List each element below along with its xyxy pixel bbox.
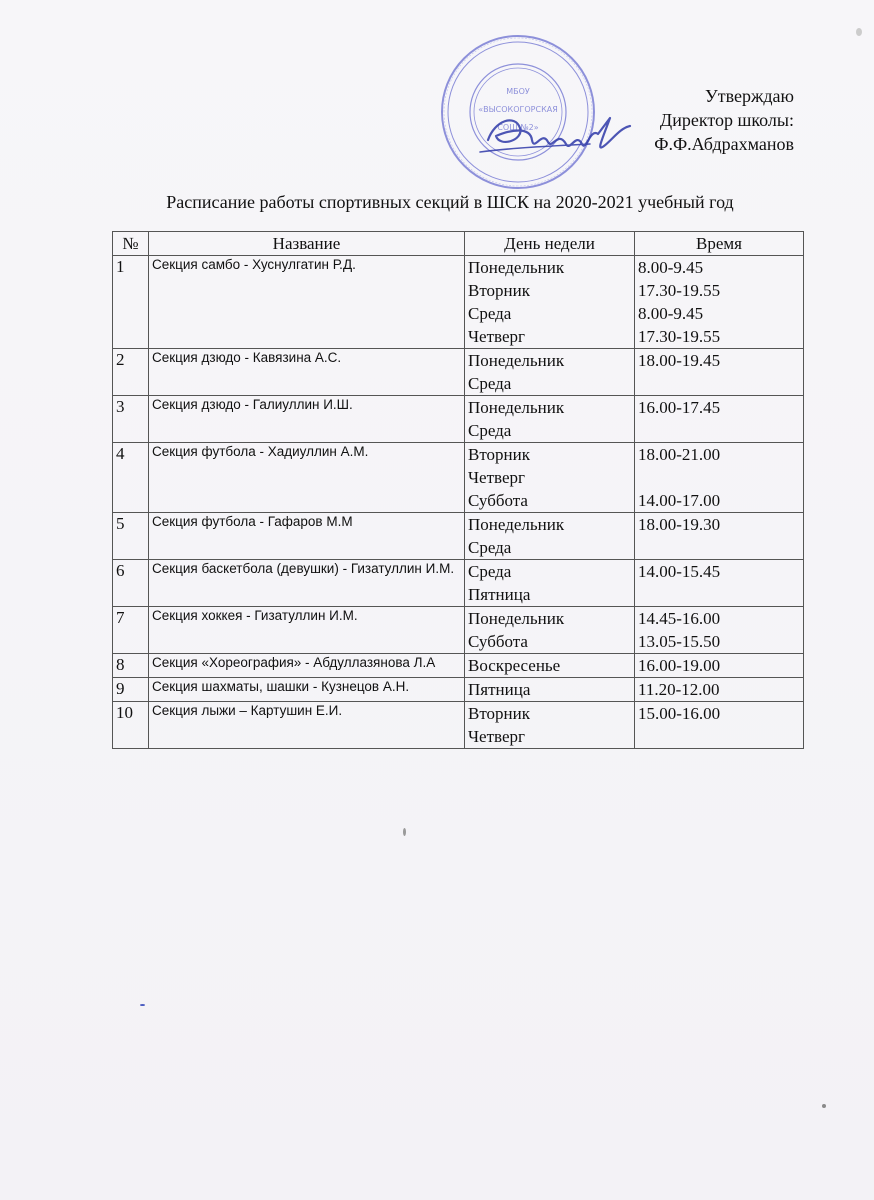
time-range	[638, 536, 800, 559]
section-times	[635, 349, 804, 396]
section-days	[465, 607, 635, 654]
time-range	[638, 583, 800, 606]
time-range: 18.00-21.00	[638, 445, 721, 464]
section-days	[465, 349, 635, 396]
table-row	[113, 396, 804, 443]
stamp-text-mid: «ВЫСОКОГОРСКАЯ	[478, 105, 558, 114]
time-range: 14.45-16.00	[638, 609, 721, 628]
header-days: День недели	[465, 232, 635, 256]
day-of-week: Четверг	[468, 327, 525, 346]
row-number: 5	[113, 513, 149, 560]
table-body	[113, 256, 804, 749]
section-times	[635, 607, 804, 654]
time-range: 18.00-19.30	[638, 515, 721, 534]
time-range: 15.00-16.00	[638, 704, 721, 723]
row-number: 10	[113, 702, 149, 749]
header-num: №	[113, 232, 149, 256]
day-of-week: Понедельник	[468, 609, 565, 628]
time-range: 14.00-17.00	[638, 491, 721, 510]
section-times	[635, 654, 804, 678]
time-range: 8.00-9.45	[638, 258, 704, 277]
day-of-week: Пятница	[468, 680, 531, 699]
day-of-week: Понедельник	[468, 351, 565, 370]
section-times	[635, 678, 804, 702]
section-name: Секция футбола - Хадиуллин А.М.	[149, 443, 465, 513]
time-range: 16.00-19.00	[638, 656, 721, 675]
section-name: Секция лыжи – Картушин Е.И.	[149, 702, 465, 749]
day-of-week: Вторник	[468, 704, 530, 723]
row-number: 1	[113, 256, 149, 349]
stamp-text-top: МБОУ	[506, 87, 530, 96]
section-days	[465, 654, 635, 678]
day-of-week: Среда	[468, 538, 512, 557]
approval-block	[654, 84, 794, 156]
schedule-table	[112, 231, 804, 749]
row-number: 8	[113, 654, 149, 678]
day-of-week: Вторник	[468, 445, 530, 464]
day-of-week: Четверг	[468, 727, 525, 746]
section-days	[465, 702, 635, 749]
day-of-week: Воскресенье	[468, 656, 561, 675]
approval-line-2: Директор школы:	[659, 110, 794, 130]
table-row	[113, 513, 804, 560]
section-name: Секция самбо - Хуснулгатин Р.Д.	[149, 256, 465, 349]
row-number: 9	[113, 678, 149, 702]
section-name: Секция дзюдо - Кавязина А.С.	[149, 349, 465, 396]
approval-line-1: Утверждаю	[704, 86, 794, 106]
paper-speck	[403, 828, 406, 836]
section-days	[465, 560, 635, 607]
section-days	[465, 256, 635, 349]
section-name: Секция дзюдо - Галиуллин И.Ш.	[149, 396, 465, 443]
day-of-week: Среда	[468, 304, 512, 323]
row-number: 6	[113, 560, 149, 607]
table-row	[113, 256, 804, 349]
time-range	[638, 466, 800, 489]
time-range: 13.05-15.50	[638, 632, 721, 651]
section-name: Секция хоккея - Гизатуллин И.М.	[149, 607, 465, 654]
table-row	[113, 607, 804, 654]
day-of-week: Среда	[468, 562, 512, 581]
table-row	[113, 560, 804, 607]
table-row	[113, 349, 804, 396]
paper-speck	[856, 28, 862, 36]
day-of-week: Среда	[468, 421, 512, 440]
director-signature	[470, 100, 650, 170]
row-number: 3	[113, 396, 149, 443]
time-range: 18.00-19.45	[638, 351, 721, 370]
time-range	[638, 725, 800, 748]
paper-speck	[822, 1104, 826, 1108]
section-times	[635, 396, 804, 443]
day-of-week: Среда	[468, 374, 512, 393]
day-of-week: Суббота	[468, 632, 528, 651]
day-of-week: Вторник	[468, 281, 530, 300]
time-range: 16.00-17.45	[638, 398, 721, 417]
section-days	[465, 443, 635, 513]
table-row	[113, 702, 804, 749]
table-row	[113, 443, 804, 513]
time-range: 11.20-12.00	[638, 680, 720, 699]
day-of-week: Четверг	[468, 468, 525, 487]
section-name: Секция «Хореография» - Абдуллазянова Л.А	[149, 654, 465, 678]
header-time: Время	[635, 232, 804, 256]
day-of-week: Суббота	[468, 491, 528, 510]
row-number: 2	[113, 349, 149, 396]
section-days	[465, 396, 635, 443]
day-of-week: Понедельник	[468, 398, 565, 417]
row-number: 4	[113, 443, 149, 513]
row-number: 7	[113, 607, 149, 654]
day-of-week: Понедельник	[468, 515, 565, 534]
section-times	[635, 513, 804, 560]
section-days	[465, 678, 635, 702]
section-name: Секция шахматы, шашки - Кузнецов А.Н.	[149, 678, 465, 702]
table-header-row	[113, 232, 804, 256]
table-row	[113, 654, 804, 678]
time-range: 14.00-15.45	[638, 562, 721, 581]
time-range: 17.30-19.55	[638, 281, 721, 300]
time-range: 8.00-9.45	[638, 304, 704, 323]
section-times	[635, 443, 804, 513]
section-days	[465, 513, 635, 560]
time-range: 17.30-19.55	[638, 327, 721, 346]
document-title: Расписание работы спортивных секций в ШСК на 2020-2021 учебный год	[166, 192, 734, 212]
day-of-week: Понедельник	[468, 258, 565, 277]
time-range	[638, 419, 800, 442]
section-times	[635, 702, 804, 749]
time-range	[638, 372, 800, 395]
table-row	[113, 678, 804, 702]
section-times	[635, 560, 804, 607]
stamp-text-bot: СОШ №2»	[497, 123, 539, 132]
section-times	[635, 256, 804, 349]
header-name: Название	[149, 232, 465, 256]
day-of-week: Пятница	[468, 585, 531, 604]
approval-line-3: Ф.Ф.Абдрахманов	[654, 134, 794, 154]
section-name: Секция баскетбола (девушки) - Гизатуллин И.М.	[149, 560, 465, 607]
section-name: Секция футбола - Гафаров М.М	[149, 513, 465, 560]
paper-speck	[140, 1004, 145, 1006]
